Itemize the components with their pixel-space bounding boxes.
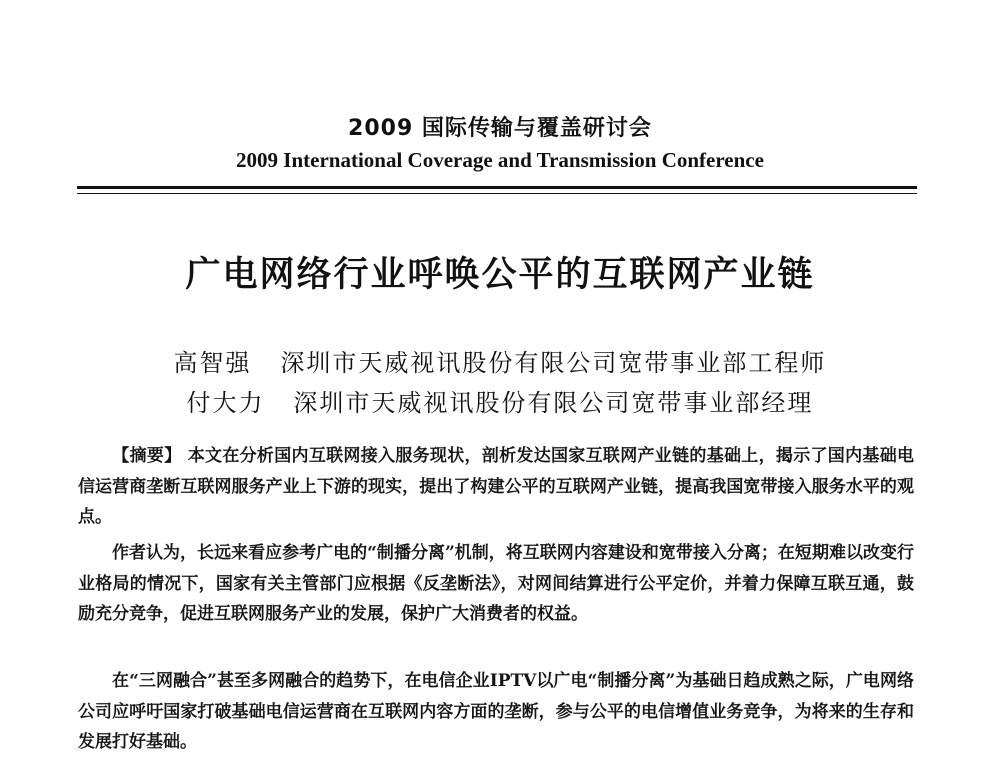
abstract-paragraph-3	[78, 666, 914, 758]
abstract-paragraph-1	[78, 441, 914, 533]
abstract-text-2: 作者认为，长远来看应参考广电的“制播分离”机制，将互联网内容建设和宽带接入分离；在短期难以改变行业格局的情况下，国家有关主管部门应根据《反垄断法》，对网间结算进行公平定价，并着力保障互联互通，鼓励充分竞争，促进互联网服务产业的发展，保护广大消费者的权益。	[78, 543, 914, 624]
conference-title-en: 2009 International Coverage and Transmission Conference	[236, 148, 764, 172]
abstract-label: 【摘要】	[112, 446, 182, 466]
conference-title-cn: 2009 国际传输与覆盖研讨会	[348, 116, 652, 141]
author-line-2: 付大力 深圳市天威视讯股份有限公司宽带事业部经理	[186, 389, 814, 417]
author-line-1: 高智强 深圳市天威视讯股份有限公司宽带事业部工程师	[173, 349, 827, 377]
abstract-text-3: 在“三网融合”甚至多网融合的趋势下，在电信企业IPTV以广电“制播分离”为基础日趋成熟之际，广电网络公司应呼吁国家打破基础电信运营商在互联网内容方面的垄断，参与公平的电信增值业务竞争，为将来的生存和发展打好基础。	[78, 671, 914, 752]
abstract-text-1: 本文在分析国内互联网接入服务现状，剖析发达国家互联网产业链的基础上，揭示了国内基础电信运营商垄断互联网服务产业上下游的现实，提出了构建公平的互联网产业链，提高我国宽带接入服务水平的观点。	[78, 446, 914, 527]
abstract-paragraph-2	[78, 538, 914, 630]
header-rule-thin	[77, 193, 917, 194]
header-rule-thick	[77, 186, 917, 189]
paper-title: 广电网络行业呼唤公平的互联网产业链	[185, 255, 815, 295]
